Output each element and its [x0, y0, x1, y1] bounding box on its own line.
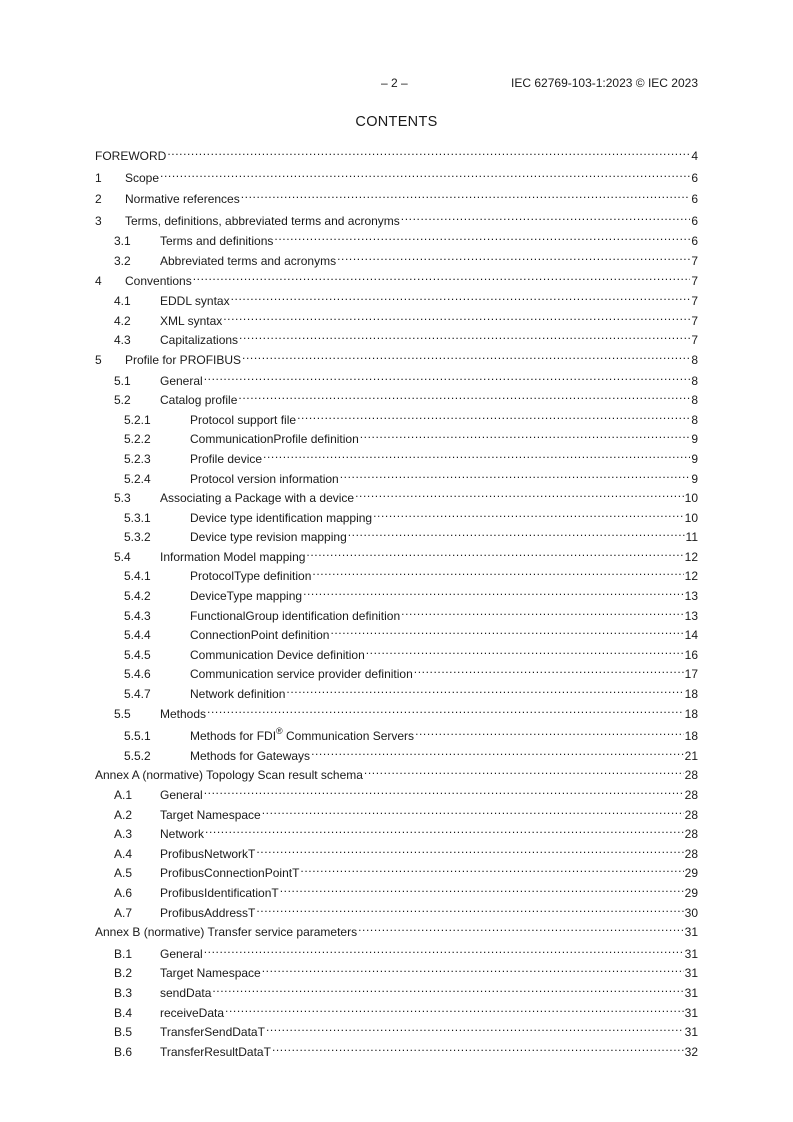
- toc-entry-page: 28: [684, 768, 698, 783]
- toc-entry-page: 30: [684, 905, 698, 920]
- leader-dots: [274, 231, 690, 245]
- toc-entry-title: Normative references: [125, 192, 240, 207]
- toc-entry[interactable]: [95, 449, 698, 469]
- toc-entry-page: 8: [691, 412, 698, 427]
- toc-entry-number: 5.3.2: [124, 530, 151, 545]
- toc-entry-number: 5.2: [114, 393, 131, 408]
- toc-entry-number: A.3: [114, 827, 133, 842]
- toc-entry-page: 12: [684, 549, 698, 564]
- toc-entry-title: General: [160, 373, 203, 388]
- leader-dots: [225, 1003, 684, 1017]
- toc-entry-number: 5.4.2: [124, 589, 151, 604]
- toc-entry-page: 31: [684, 925, 698, 940]
- toc-entry-title: Communication Device definition: [190, 647, 365, 662]
- page-title: CONTENTS: [355, 114, 438, 130]
- toc-entry-number: 5.4.4: [124, 628, 151, 643]
- toc-entry-title-part: Communication Servers: [282, 729, 415, 744]
- toc-entry-number: 3.2: [114, 253, 131, 268]
- toc-entry-page: 12: [684, 569, 698, 584]
- toc-entry-title: DeviceType mapping: [190, 589, 303, 604]
- toc-entry[interactable]: [95, 429, 698, 449]
- toc-entry-page: 9: [691, 471, 698, 486]
- toc-entry-title: FunctionalGroup identification definition: [190, 608, 401, 623]
- toc-entry[interactable]: [95, 410, 698, 430]
- toc-entry-number: A.4: [114, 846, 133, 861]
- toc-entry-title: Information Model mapping: [160, 549, 306, 564]
- registered-mark: ®: [276, 726, 283, 737]
- toc-entry-number: 5.5: [114, 706, 131, 721]
- leader-dots: [231, 291, 691, 305]
- toc-entry-number: 5.4.3: [124, 608, 151, 623]
- toc-entry[interactable]: [95, 903, 698, 923]
- toc-entry-number: 5.3: [114, 491, 131, 506]
- leader-dots: [223, 311, 690, 325]
- toc-entry[interactable]: [95, 746, 698, 766]
- toc-entry-number: 4.3: [114, 333, 131, 348]
- leader-dots: [401, 211, 691, 225]
- leader-dots: [241, 189, 691, 203]
- leader-dots: [266, 1022, 684, 1036]
- leader-dots: [204, 785, 684, 799]
- toc-entry[interactable]: [95, 983, 698, 1003]
- toc-entry-number: A.6: [114, 885, 133, 900]
- toc-entry-page: 32: [684, 1044, 698, 1059]
- leader-dots: [330, 625, 683, 639]
- toc-entry-page: 7: [691, 294, 698, 309]
- toc-entry-annex-b[interactable]: [95, 922, 698, 942]
- toc-entry-annex-a[interactable]: [95, 765, 698, 785]
- toc-entry[interactable]: [95, 189, 698, 209]
- toc-entry-title: Methods for Gateways: [190, 748, 311, 763]
- toc-entry-title: TransferSendDataT: [160, 1025, 265, 1040]
- toc-entry-page: 18: [684, 729, 698, 744]
- toc-entry-page: 6: [691, 192, 698, 207]
- leader-dots: [300, 863, 683, 877]
- toc-entry[interactable]: [95, 330, 698, 350]
- toc-entry-title-part: Methods for FDI: [190, 729, 277, 744]
- toc-entry-page: 31: [684, 1025, 698, 1040]
- leader-dots: [238, 390, 690, 404]
- toc-entry-title: ProfibusNetworkT: [160, 846, 256, 861]
- toc-entry-number: 5.2.4: [124, 471, 151, 486]
- toc-entry-page: 10: [684, 510, 698, 525]
- toc-entry-title: Protocol support file: [190, 412, 297, 427]
- toc-entry-number: A.2: [114, 807, 133, 822]
- leader-dots: [415, 726, 684, 740]
- toc-entry-number: 5.4.5: [124, 647, 151, 662]
- leader-dots: [205, 824, 684, 838]
- toc-entry[interactable]: [95, 527, 698, 547]
- toc-entry[interactable]: [95, 371, 698, 391]
- toc-entry-page: 8: [691, 352, 698, 367]
- toc-entry-number: 5: [95, 352, 102, 367]
- toc-entry-number: 2: [95, 192, 102, 207]
- toc-entry-page: 6: [691, 234, 698, 249]
- page-header: [95, 76, 698, 92]
- leader-dots: [160, 168, 690, 182]
- toc-entry[interactable]: [95, 390, 698, 410]
- toc-entry-number: A.1: [114, 788, 133, 802]
- toc-entry-title: Profile device: [190, 451, 263, 466]
- table-of-contents: [95, 146, 698, 1061]
- toc-entry-title: Terms and definitions: [160, 234, 274, 249]
- toc-entry-number: 5.4.1: [124, 569, 151, 584]
- leader-dots: [373, 508, 684, 522]
- toc-entry-number: B.4: [114, 1005, 133, 1020]
- leader-dots: [297, 410, 690, 424]
- toc-entry-number: 4.1: [114, 294, 131, 309]
- toc-entry[interactable]: [95, 291, 698, 311]
- toc-entry-number: 5.4.6: [124, 667, 151, 682]
- toc-entry[interactable]: [95, 231, 698, 251]
- toc-entry-number: 5.4.7: [124, 687, 151, 702]
- toc-entry-page: 7: [691, 313, 698, 328]
- toc-entry-number: 5.1: [114, 373, 131, 388]
- toc-entry[interactable]: [95, 805, 698, 825]
- toc-entry-title: Protocol version information: [190, 471, 339, 486]
- toc-entry[interactable]: [95, 704, 698, 724]
- toc-entry-number: 5.5.2: [124, 748, 151, 763]
- toc-entry-title: Methods: [160, 706, 207, 721]
- toc-entry-title: FOREWORD: [95, 149, 167, 163]
- toc-entry-number: 5.2.1: [124, 412, 151, 427]
- leader-dots: [256, 903, 683, 917]
- toc-entry-foreword[interactable]: [95, 146, 698, 166]
- leader-dots: [167, 146, 690, 160]
- toc-entry-title: General: [160, 788, 203, 802]
- toc-entry-title: Annex A (normative) Topology Scan result schema: [95, 768, 363, 783]
- toc-entry-number: 4: [95, 273, 102, 288]
- toc-entry[interactable]: [95, 508, 698, 528]
- toc-entry[interactable]: [95, 785, 698, 805]
- toc-entry-title: ConnectionPoint definition: [190, 628, 330, 643]
- toc-entry[interactable]: [95, 824, 698, 844]
- leader-dots: [414, 664, 684, 678]
- toc-entry-page: 28: [684, 788, 698, 802]
- leader-dots: [364, 765, 684, 779]
- toc-entry-title: ProfibusAddressT: [160, 905, 256, 920]
- toc-entry-title: ProfibusConnectionPointT: [160, 866, 300, 881]
- toc-entry-page: 10: [684, 491, 698, 506]
- leader-dots: [280, 883, 684, 897]
- toc-entry-title: Terms, definitions, abbreviated terms and acronyms: [125, 213, 400, 228]
- toc-entry-page: 9: [691, 432, 698, 447]
- toc-entry-page: 18: [684, 687, 698, 702]
- toc-entry-title: Network: [160, 827, 205, 842]
- toc-entry-number: B.3: [114, 985, 133, 1000]
- leader-dots: [207, 704, 684, 718]
- leader-dots: [303, 586, 684, 600]
- toc-entry[interactable]: [95, 311, 698, 331]
- toc-entry[interactable]: [95, 726, 698, 746]
- toc-entry-page: 16: [684, 647, 698, 662]
- toc-entry-page: 8: [691, 373, 698, 388]
- toc-entry-number: 5.2.3: [124, 451, 151, 466]
- toc-entry-title: receiveData: [160, 1005, 225, 1020]
- toc-entry-number: B.1: [114, 946, 133, 961]
- toc-entry-page: 4: [691, 149, 698, 163]
- toc-entry-number: B.5: [114, 1025, 133, 1040]
- toc-entry-page: 6: [691, 213, 698, 228]
- toc-entry-page: 14: [684, 628, 698, 643]
- toc-entry-page: 31: [684, 985, 698, 1000]
- leader-dots: [272, 1042, 684, 1056]
- toc-entry-title: EDDL syntax: [160, 294, 230, 309]
- toc-entry[interactable]: [95, 625, 698, 645]
- toc-entry-title: Device type revision mapping: [190, 530, 347, 545]
- toc-entry-page: 6: [691, 170, 698, 185]
- toc-entry[interactable]: [95, 469, 698, 489]
- leader-dots: [312, 566, 683, 580]
- toc-entry-title: sendData: [160, 985, 212, 1000]
- leader-dots: [306, 547, 683, 561]
- toc-entry[interactable]: [95, 1042, 698, 1062]
- toc-entry-title: Communication service provider definition: [190, 667, 413, 682]
- leader-dots: [204, 944, 684, 958]
- toc-entry-page: 28: [684, 827, 698, 842]
- toc-entry-page: 28: [684, 807, 698, 822]
- toc-entry[interactable]: [95, 606, 698, 626]
- leader-dots: [239, 330, 690, 344]
- toc-entry-page: 17: [684, 667, 698, 682]
- toc-entry-number: 5.2.2: [124, 432, 151, 447]
- toc-entry[interactable]: [95, 963, 698, 983]
- toc-entry-number: B.2: [114, 966, 133, 981]
- toc-entry[interactable]: [95, 350, 698, 370]
- toc-entry[interactable]: [95, 271, 698, 291]
- toc-entry-page: 28: [684, 846, 698, 861]
- toc-entry-page: 9: [691, 451, 698, 466]
- toc-entry-page: 7: [691, 333, 698, 348]
- toc-entry-title: Annex B (normative) Transfer service parameters: [95, 925, 358, 940]
- page-number: – 2 –: [381, 76, 408, 90]
- toc-entry-number: 3: [95, 213, 102, 228]
- toc-entry[interactable]: [95, 566, 698, 586]
- toc-entry-title: ProtocolType definition: [190, 569, 312, 584]
- toc-entry-number: A.7: [114, 905, 133, 920]
- toc-entry[interactable]: [95, 684, 698, 704]
- leader-dots: [286, 684, 683, 698]
- leader-dots: [262, 963, 684, 977]
- toc-entry-title: Capitalizations: [160, 333, 239, 348]
- toc-entry[interactable]: [95, 211, 698, 231]
- toc-entry-number: 5.4: [114, 549, 131, 564]
- toc-entry-title: Abbreviated terms and acronyms: [160, 253, 337, 268]
- toc-entry-page: 21: [684, 748, 698, 763]
- leader-dots: [212, 983, 683, 997]
- toc-entry-title: TransferResultDataT: [160, 1044, 271, 1059]
- toc-entry[interactable]: [95, 883, 698, 903]
- toc-entry-page: 31: [684, 966, 698, 981]
- toc-entry-number: 5.5.1: [124, 729, 151, 744]
- leader-dots: [337, 251, 690, 265]
- leader-dots: [263, 449, 690, 463]
- toc-entry-title: Target Namespace: [160, 807, 261, 822]
- toc-entry[interactable]: [95, 586, 698, 606]
- leader-dots: [193, 271, 691, 285]
- toc-entry[interactable]: [95, 547, 698, 567]
- toc-entry[interactable]: [95, 863, 698, 883]
- toc-entry-title: General: [160, 946, 203, 961]
- toc-entry-title: Device type identification mapping: [190, 510, 373, 525]
- toc-entry-title: Target Namespace: [160, 966, 261, 981]
- toc-entry-page: 8: [691, 393, 698, 408]
- toc-entry[interactable]: [95, 1022, 698, 1042]
- toc-entry-page: 13: [684, 608, 698, 623]
- toc-entry[interactable]: [95, 944, 698, 964]
- leader-dots: [242, 350, 690, 364]
- toc-entry-number: 3.1: [114, 234, 131, 249]
- toc-entry-page: 31: [684, 1005, 698, 1020]
- leader-dots: [358, 922, 684, 936]
- toc-entry[interactable]: [95, 168, 698, 188]
- leader-dots: [401, 606, 684, 620]
- toc-entry-title: ProfibusIdentificationT: [160, 885, 279, 900]
- leader-dots: [262, 805, 684, 819]
- toc-entry-title: Associating a Package with a device: [160, 491, 355, 506]
- leader-dots: [311, 746, 684, 760]
- leader-dots: [340, 469, 691, 483]
- toc-entry-page: 7: [691, 273, 698, 288]
- toc-entry[interactable]: [95, 488, 698, 508]
- leader-dots: [366, 645, 684, 659]
- toc-entry-number: 1: [95, 170, 102, 185]
- toc-entry-title: XML syntax: [160, 313, 223, 328]
- leader-dots: [360, 429, 691, 443]
- toc-entry-title: Conventions: [125, 273, 192, 288]
- toc-entry-title: [190, 727, 414, 747]
- document-reference: IEC 62769-103-1:2023 © IEC 2023: [511, 76, 698, 90]
- toc-entry-number: A.5: [114, 866, 133, 881]
- leader-dots: [348, 527, 685, 541]
- leader-dots: [256, 844, 683, 858]
- toc-entry-page: 11: [685, 530, 698, 545]
- toc-entry-page: 29: [684, 866, 698, 881]
- toc-entry-title: Scope: [125, 170, 160, 185]
- leader-dots: [204, 371, 691, 385]
- toc-entry-title: CommunicationProfile definition: [190, 432, 359, 447]
- toc-entry-title: Network definition: [190, 687, 286, 702]
- toc-entry-title: Catalog profile: [160, 393, 238, 408]
- toc-entry-page: 7: [691, 253, 698, 268]
- toc-entry[interactable]: [95, 645, 698, 665]
- toc-entry-page: 18: [684, 706, 698, 721]
- toc-entry-page: 29: [684, 885, 698, 900]
- toc-entry[interactable]: [95, 251, 698, 271]
- toc-entry[interactable]: [95, 1003, 698, 1023]
- toc-entry-page: 13: [684, 589, 698, 604]
- toc-entry[interactable]: [95, 844, 698, 864]
- toc-entry-page: 31: [684, 946, 698, 961]
- leader-dots: [355, 488, 684, 502]
- toc-entry[interactable]: [95, 664, 698, 684]
- toc-entry-title: Profile for PROFIBUS: [125, 352, 242, 367]
- toc-entry-number: 5.3.1: [124, 510, 151, 525]
- toc-entry-number: B.6: [114, 1044, 133, 1059]
- toc-entry-number: 4.2: [114, 313, 131, 328]
